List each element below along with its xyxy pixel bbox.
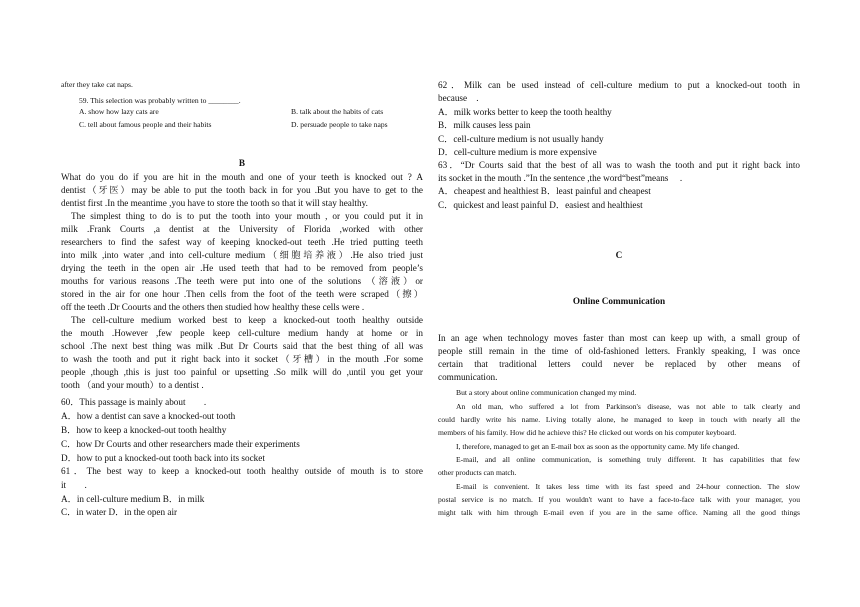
question-62-option-a: A．milk works better to keep the tooth healthy <box>438 107 612 117</box>
passage-line: to wash the tooth and put it right back into it socket（牙槽）in the mouth .For some <box>61 354 423 364</box>
question-60-stem: 60．This passage is mainly about . <box>61 397 207 407</box>
question-60-option-d: D．how to put a knocked-out tooth back into its socket <box>61 453 265 463</box>
passage-line: people still remain in the time of old-fashioned letters. Frankly speaking, I was once <box>438 346 800 356</box>
passage-line: The simplest thing to do is to put the tooth into your mouth , or you could put it in <box>71 211 423 221</box>
passage-line: could hardly write his name. Living totally alone, he managed to keep in touch with nearly all the <box>438 415 800 424</box>
question-62-option-c: C．cell-culture medium is not usually handy <box>438 134 604 144</box>
passage-line: certain that traditional letters could never be replaced by other means of <box>438 359 800 369</box>
passage-line: into milk ,into water ,and into cell-culture medium（细胞培养液）.He also tried just <box>61 250 423 260</box>
question-63-options-a-b: A．cheapest and healthiest B．least painful and cheapest <box>438 186 651 196</box>
question-59-option-b: B. talk about the habits of cats <box>291 107 384 116</box>
passage-line: E-mail, and all online communication, is something truly different. It has capabilities that few <box>456 455 800 464</box>
question-61-stem-continued: it . <box>61 480 87 490</box>
passage-line: school .The next best thing was milk .But Dr Courts said that the best thing of all was <box>61 341 423 351</box>
passage-line: might talk with him through E-mail even if you are in the same office. Naming all the good things <box>438 508 800 517</box>
question-63-options-c-d: C．quickest and least painful D．easiest and healthiest <box>438 200 643 210</box>
section-c-heading: C <box>615 250 623 260</box>
passage-line: other products can match. <box>438 468 517 477</box>
passage-line: stored in the air for one hour .Then cells from the foot of the teeth were scraped（擦） <box>61 289 423 299</box>
question-59-option-c: C. tell about famous people and their habits <box>79 120 212 129</box>
passage-line: I, therefore, managed to get an E-mail box as soon as the opportunity came. My life changed. <box>456 442 740 451</box>
passage-line: drying the teeth in the open air .He used teeth that had to be removed from people’s <box>61 263 423 273</box>
passage-line: dentist（牙医）may be able to put the tooth back in for you .But you have to get to the <box>61 185 423 195</box>
question-60-option-c: C．how Dr Courts and other researchers made their experiments <box>61 439 300 449</box>
passage-line: researchers to find the safest way of keeping knocked-out teeth .He tried putting teeth <box>61 237 423 247</box>
passage-line: postal service is no match. If you wouldn't want to have a face-to-face talk with your manager, you <box>438 495 800 504</box>
question-62-stem: 62．Milk can be used instead of cell-culture medium to put a knocked-out tooth in <box>438 80 800 90</box>
previous-passage-tail: after they take cat naps. <box>61 80 133 89</box>
question-59-option-a: A. show how lazy cats are <box>79 107 159 116</box>
passage-line: communication. <box>438 372 498 382</box>
question-62-stem-continued: because . <box>438 93 479 103</box>
question-62-option-d: D．cell-culture medium is more expensive <box>438 147 597 157</box>
question-61-stem: 61．The best way to keep a knocked-out tooth healthy outside of mouth is to store <box>61 466 423 476</box>
question-62-option-b: B．milk causes less pain <box>438 120 531 130</box>
question-61-options-c-d: C．in water D．in the open air <box>61 507 178 517</box>
passage-line: E-mail is convenient. It takes less time with its fast speed and 24-hour connection. The slow <box>456 482 800 491</box>
passage-line: off the teeth .Dr Coourts and the others then studied how healthy these cells were . <box>61 302 365 312</box>
passage-line: An old man, who suffered a lot from Parkinson's disease, was not able to talk clearly and <box>456 402 800 411</box>
question-63-stem-continued: its socket in the mouth .”In the sentence ,the word“best”means . <box>438 173 683 183</box>
question-60-option-b: B．how to keep a knocked-out tooth healthy <box>61 425 227 435</box>
question-60-option-a: A．how a dentist can save a knocked-out tooth <box>61 411 236 421</box>
passage-line: tooth （and your mouth）to a dentist . <box>61 380 204 390</box>
passage-line: But a story about online communication changed my mind. <box>456 388 637 397</box>
passage-c-title: Online Communication <box>572 296 666 306</box>
passage-line: people ,though ,this is just too painful or upsetting .So milk will do ,until you get your <box>61 367 423 377</box>
passage-line: milk .Frank Courts ,a dentist at the University of Florida ,worked with other <box>61 224 423 234</box>
question-61-options-a-b: A．in cell-culture medium B．in milk <box>61 494 205 504</box>
question-59-option-d: D. persuade people to take naps <box>291 120 388 129</box>
question-59-stem: 59. This selection was probably written to ________. <box>79 96 241 105</box>
question-63-stem: 63．“Dr Courts said that the best of all was to wash the tooth and put it right back into <box>438 160 800 170</box>
passage-line: members of his family. How did he achieve this? He clicked out words on his computer keyboard. <box>438 428 737 437</box>
section-b-heading: B <box>238 158 246 168</box>
passage-line: mouths for various reasons .The teeth were put into one of the solutions （溶液）or <box>61 276 423 286</box>
passage-line: The cell-culture medium worked best to keep a knocked-out tooth healthy outside <box>71 315 423 325</box>
passage-line: In an age when technology moves faster than most can keep up with, a small group of <box>438 333 800 343</box>
passage-line: the mouth .However ,few people keep cell-culture medium handy at home or in <box>61 328 423 338</box>
passage-line: What do you do if you are hit in the mouth and one of your teeth is knocked out ? A <box>61 172 423 182</box>
passage-line: dentist first .In the meantime ,you have to store the tooth so that it will stay healthy. <box>61 198 368 208</box>
